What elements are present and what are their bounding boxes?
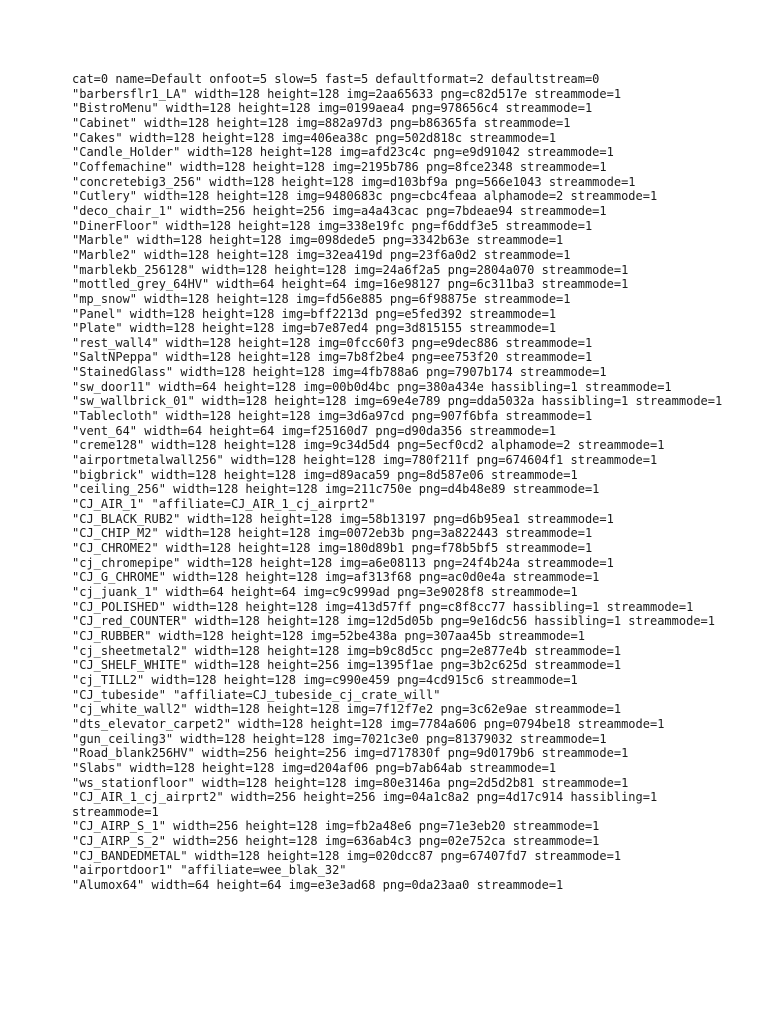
text-line: "Marble2" width=128 height=128 img=32ea419d png=23f6a0d2 streammode=1 [72,247,571,262]
text-line: "CJ_AIRP_S_1" width=256 height=128 img=fb2a48e6 png=71e3eb20 streammode=1 [72,819,600,834]
text-line: "airportdoor1" "affiliate=wee_blak_32" [72,863,347,878]
text-line: "Tablecloth" width=128 height=128 img=3d6a97cd png=907f6bfa streammode=1 [72,409,593,424]
text-line: "creme128" width=128 height=128 img=9c34d5d4 png=5ecf0cd2 alphamode=2 streammode=1 [72,438,665,453]
text-line: "CJ_red_COUNTER" width=128 height=128 img=12d5d05b png=9e16dc56 hassibling=1 streammode=1 [72,614,715,629]
text-line: "ws_stationfloor" width=128 height=128 img=80e3146a png=2d5d2b81 streammode=1 [72,775,629,790]
text-line: "sw_wallbrick_01" width=128 height=128 img=69e4e789 png=dda5032a hassibling=1 streammode=1 [72,394,723,409]
text-line: "vent_64" width=64 height=64 img=f25160d7 png=d90da356 streammode=1 [72,423,557,438]
text-line: "Slabs" width=128 height=128 img=d204af06 png=b7ab64ab streammode=1 [72,760,557,775]
text-line: "cj_sheetmetal2" width=128 height=128 img=b9c8d5cc png=2e877e4b streammode=1 [72,643,622,658]
text-line: "bigbrick" width=128 height=128 img=d89aca59 png=8d587e06 streammode=1 [72,467,578,482]
document-body [72,72,732,893]
text-line: "CJ_G_CHROME" width=128 height=128 img=af313f68 png=ac0d0e4a streammode=1 [72,570,600,585]
text-line: "CJ_AIRP_S_2" width=256 height=128 img=636ab4c3 png=02e752ca streammode=1 [72,834,600,849]
text-line: "Panel" width=128 height=128 img=bff2213d png=e5fed392 streammode=1 [72,306,557,321]
text-line: "Cutlery" width=128 height=128 img=9480683c png=cbc4feaa alphamode=2 streammode=1 [72,189,658,204]
text-line: "CJ_BANDEDMETAL" width=128 height=128 img=020dcc87 png=67407fd7 streammode=1 [72,848,622,863]
text-line: "cj_white_wall2" width=128 height=128 img=7f12f7e2 png=3c62e9ae streammode=1 [72,702,622,717]
text-line: "Alumox64" width=64 height=64 img=e3e3ad68 png=0da23aa0 streammode=1 [72,878,564,893]
text-line: "CJ_RUBBER" width=128 height=128 img=52be438a png=307aa45b streammode=1 [72,628,585,643]
text-line: "CJ_SHELF_WHITE" width=128 height=256 img=1395f1ae png=3b2c625d streammode=1 [72,658,622,673]
text-line: "mottled_grey_64HV" width=64 height=64 img=16e98127 png=6c311ba3 streammode=1 [72,277,629,292]
text-line: "BistroMenu" width=128 height=128 img=0199aea4 png=978656c4 streammode=1 [72,101,593,116]
text-line: "Road_blank256HV" width=256 height=256 img=d717830f png=9d0179b6 streammode=1 [72,746,629,761]
text-line: "barbersflr1_LA" width=128 height=128 img=2aa65633 png=c82d517e streammode=1 [72,86,622,101]
text-line: "Candle_Holder" width=128 height=128 img=afd23c4c png=e9d91042 streammode=1 [72,145,614,160]
text-line: "gun_ceiling3" width=128 height=128 img=7021c3e0 png=81379032 streammode=1 [72,731,607,746]
text-line: "concretebig3_256" width=128 height=128 img=d103bf9a png=566e1043 streammode=1 [72,174,636,189]
text-line: "StainedGlass" width=128 height=128 img=4fb788a6 png=7907b174 streammode=1 [72,365,607,380]
text-line: "CJ_CHIP_M2" width=128 height=128 img=0072eb3b png=3a822443 streammode=1 [72,526,593,541]
text-line: "DinerFloor" width=128 height=128 img=338e19fc png=f6ddf3e5 streammode=1 [72,218,593,233]
text-line: cat=0 name=Default onfoot=5 slow=5 fast=5 defaultformat=2 defaultstream=0 [72,72,600,86]
text-line: "marblekb_256128" width=128 height=128 img=24a6f2a5 png=2804a070 streammode=1 [72,262,629,277]
text-line: "Coffemachine" width=128 height=128 img=2195b786 png=8fce2348 streammode=1 [72,159,607,174]
text-line: "airportmetalwall256" width=128 height=128 img=780f211f png=674604f1 streammode=1 [72,453,658,468]
text-line: "CJ_tubeside" "affiliate=CJ_tubeside_cj_crate_will" [72,687,441,702]
text-line: "cj_TILL2" width=128 height=128 img=c990e459 png=4cd915c6 streammode=1 [72,672,578,687]
text-line: "cj_juank_1" width=64 height=64 img=c9c999ad png=3e9028f8 streammode=1 [72,584,578,599]
text-line: "CJ_AIR_1" "affiliate=CJ_AIR_1_cj_airprt2" [72,497,376,512]
text-line: "CJ_AIR_1_cj_airprt2" width=256 height=256 img=04a1c8a2 png=4d17c914 hassibling=1 streammode=1 [72,790,665,819]
text-line: "rest_wall4" width=128 height=128 img=0fcc60f3 png=e9dec886 streammode=1 [72,335,593,350]
text-line: "mp_snow" width=128 height=128 img=fd56e885 png=6f98875e streammode=1 [72,291,571,306]
text-line: "Cabinet" width=128 height=128 img=882a97d3 png=b86365fa streammode=1 [72,115,571,130]
text-line: "cj_chromepipe" width=128 height=128 img=a6e08113 png=24f4b24a streammode=1 [72,555,614,570]
text-line: "SaltNPeppa" width=128 height=128 img=7b8f2be4 png=ee753f20 streammode=1 [72,350,593,365]
text-line: "Plate" width=128 height=128 img=b7e87ed4 png=3d815155 streammode=1 [72,321,557,336]
text-line: "CJ_POLISHED" width=128 height=128 img=413d57ff png=c8f8cc77 hassibling=1 streammode=1 [72,599,694,614]
text-line: "CJ_BLACK_RUB2" width=128 height=128 img=58b13197 png=d6b95ea1 streammode=1 [72,511,614,526]
text-line: "deco_chair_1" width=256 height=256 img=a4a43cac png=7bdeae94 streammode=1 [72,203,607,218]
text-line: "Marble" width=128 height=128 img=098dede5 png=3342b63e streammode=1 [72,233,564,248]
text-line: "dts_elevator_carpet2" width=128 height=128 img=7784a606 png=0794be18 streammode=1 [72,716,665,731]
text-line: "sw_door11" width=64 height=128 img=00b0d4bc png=380a434e hassibling=1 streammode=1 [72,379,672,394]
text-line: "Cakes" width=128 height=128 img=406ea38c png=502d818c streammode=1 [72,130,557,145]
text-line: "CJ_CHROME2" width=128 height=128 img=180d89b1 png=f78b5bf5 streammode=1 [72,541,593,555]
text-line: "ceiling_256" width=128 height=128 img=211c750e png=d4b48e89 streammode=1 [72,482,600,497]
